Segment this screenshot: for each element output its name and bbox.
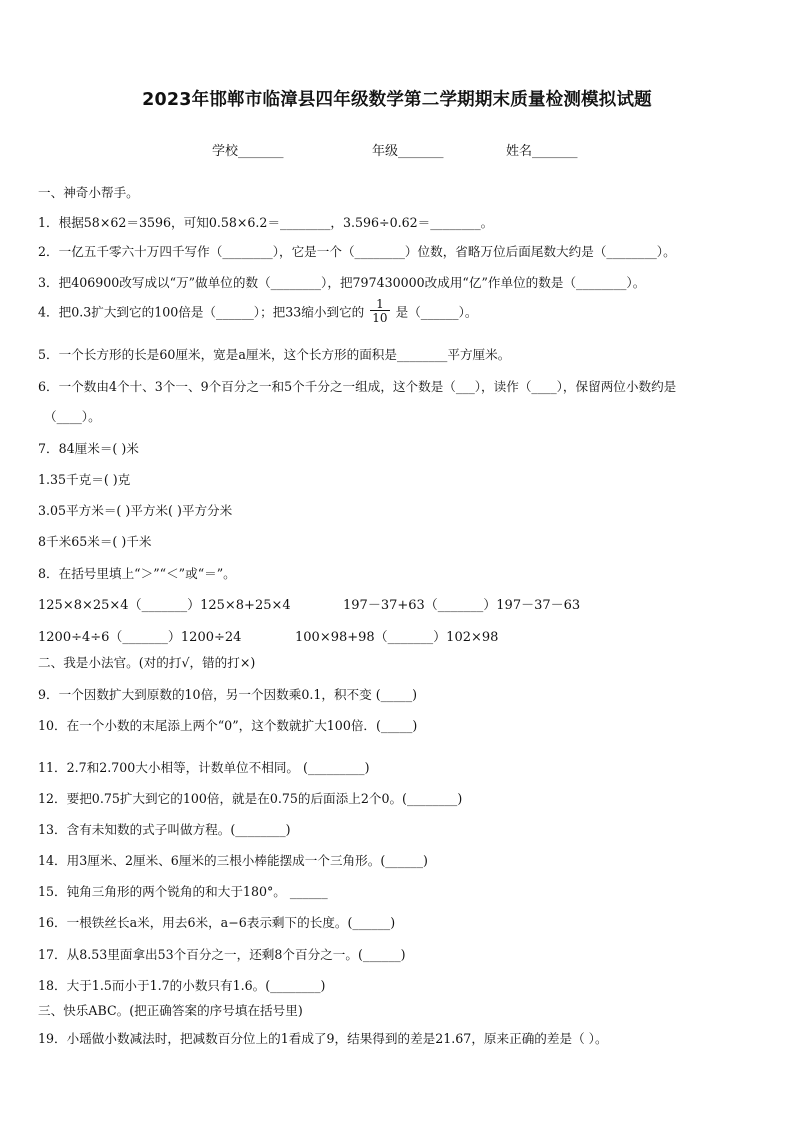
fraction-numerator: 1 xyxy=(370,298,389,311)
page-title: 2023年邯郸市临漳县四年级数学第二学期期末质量检测模拟试题 xyxy=(142,90,652,110)
question-19: 19．小瑶做小数减法时，把减数百分位上的1看成了9，结果得到的差是21.67，原来正确的差是（ ）。 xyxy=(38,1031,608,1046)
question-15: 15．钝角三角形的两个锐角的和大于180°。 ______ xyxy=(38,884,328,899)
question-7-c: 3.05平方米＝( )平方米( )平方分米 xyxy=(38,503,233,518)
question-7-b: 1.35千克＝( )克 xyxy=(38,472,131,487)
section-heading-3: 三、快乐ABC。(把正确答案的序号填在括号里) xyxy=(38,1003,303,1018)
question-18: 18．大于1.5而小于1.7的小数只有1.6。(________) xyxy=(38,978,326,993)
fraction-one-tenth xyxy=(370,298,389,324)
question-7-d: 8千米65米＝( )千米 xyxy=(38,534,152,549)
fraction-denominator: 10 xyxy=(372,311,388,325)
question-6-line-2: （____）。 xyxy=(44,409,101,424)
comparison-item: 197－37+63（_______）197－37－63 xyxy=(343,598,581,613)
comparison-item: 1200÷4÷6（_______）1200÷24 xyxy=(38,630,242,645)
question-7-a: 7．84厘米＝( )米 xyxy=(38,441,139,456)
question-9: 9．一个因数扩大到原数的10倍，另一个因数乘0.1，积不变 (_____) xyxy=(38,687,418,702)
question-4 xyxy=(38,298,477,324)
comparison-row-2 xyxy=(38,626,498,645)
question-13: 13．含有未知数的式子叫做方程。(________) xyxy=(38,822,291,837)
question-1: 1．根据58×62＝3596，可知0.58×6.2＝________，3.596÷0.62＝________。 xyxy=(38,215,494,230)
comparison-item: 125×8×25×4（_______）125×8+25×4 xyxy=(38,598,291,613)
name-field: 姓名_______ xyxy=(506,144,578,159)
question-14: 14．用3厘米、2厘米、6厘米的三根小棒能摆成一个三角形。(______) xyxy=(38,853,428,868)
question-4-part-b: 是（______）。 xyxy=(395,304,478,320)
question-12: 12．要把0.75扩大到它的100倍，就是在0.75的后面添上2个0。(________) xyxy=(38,791,463,806)
question-17: 17．从8.53里面拿出53个百分之一，还剩8个百分之一。(______) xyxy=(38,947,406,962)
question-5: 5．一个长方形的长是60厘米，宽是a厘米，这个长方形的面积是________平方厘米。 xyxy=(38,347,511,362)
question-10: 10．在一个小数的末尾添上两个“0”，这个数就扩大100倍．(_____) xyxy=(38,718,418,733)
question-6-line-1: 6．一个数由4个十、3个一、9个百分之一和5个千分之一组成，这个数是（___），读作（____），保留两位小数约是 xyxy=(38,379,677,394)
section-heading-1: 一、神奇小帮手。 xyxy=(38,185,139,200)
question-2: 2．一亿五千零六十万四千写作（________），它是一个（________）位数，省略万位后面尾数大约是（________）。 xyxy=(38,244,676,259)
question-8: 8．在括号里填上“＞”“＜”或“＝”。 xyxy=(38,566,236,581)
section-heading-2: 二、我是小法官。(对的打√，错的打×) xyxy=(38,655,256,670)
school-field: 学校_______ xyxy=(212,144,284,159)
question-11: 11．2.7和2.700大小相等，计数单位不相同。 (_________) xyxy=(38,760,370,775)
question-16: 16．一根铁丝长a米，用去6米，a−6表示剩下的长度。(______) xyxy=(38,915,396,930)
comparison-item: 100×98+98（_______）102×98 xyxy=(295,630,499,645)
grade-field: 年级_______ xyxy=(372,144,444,159)
question-4-part-a: 4．把0.3扩大到它的100倍是（______）；把33缩小到它的 xyxy=(38,304,365,320)
comparison-row-1 xyxy=(38,594,580,613)
question-3: 3．把406900改写成以“万”做单位的数（________），把797430000改成用“亿”作单位的数是（________）。 xyxy=(38,275,646,290)
